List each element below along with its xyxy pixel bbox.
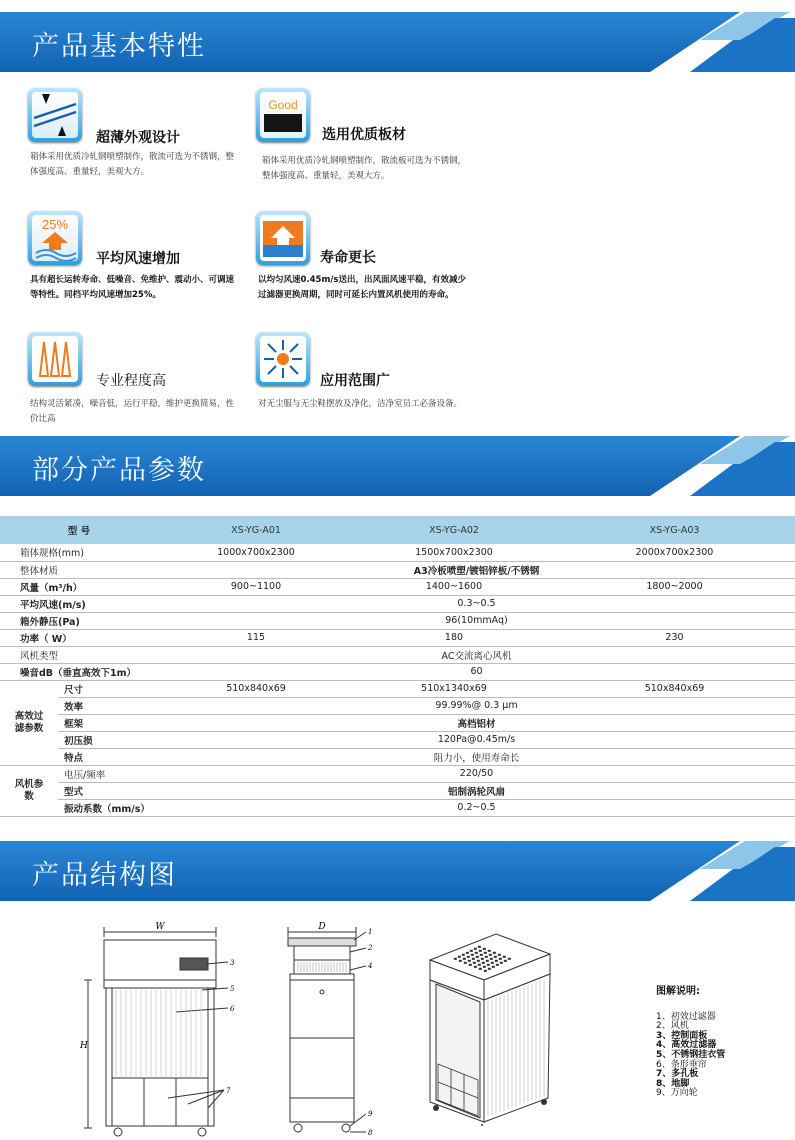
- cell: 99.99%@ 0.3 μm: [158, 697, 795, 714]
- table-row: [0, 748, 795, 765]
- table-row: [0, 799, 795, 816]
- callout-1: 1: [368, 928, 373, 936]
- row-label: 尺寸: [58, 680, 158, 697]
- good-label: Good: [268, 98, 298, 112]
- cell: 115: [158, 629, 354, 646]
- table-row: [0, 561, 795, 578]
- table-row: [0, 714, 795, 731]
- fan-grille: [298, 962, 346, 972]
- table-row: [0, 612, 795, 629]
- legend-item: 6、条形垂帘: [656, 1059, 707, 1070]
- feature-description: 结构灵活紧凑，噪音低，运行平稳，维护更换简易，性价比高: [30, 399, 235, 424]
- ultra-thin-icon: [28, 88, 82, 142]
- legend-item: 3、控制面板: [656, 1030, 708, 1041]
- row-label: 框架: [58, 714, 158, 731]
- cell: 510x840x69: [554, 680, 795, 697]
- table-header-row: [0, 516, 795, 544]
- feature-description: 以均匀风速0.45m/s送出，出风面风速平稳，有效减少过滤器更换周期，同时可延长内置风机使用的寿命。: [258, 275, 466, 300]
- feature-description: 对无尘服与无尘鞋摆放及净化，洁净室员工必备设备。: [258, 399, 463, 409]
- row-label: 特点: [58, 748, 158, 765]
- cell: 2000x700x2300: [554, 544, 795, 561]
- section-title: 产品结构图: [32, 860, 177, 891]
- row-label: 风量（m³/h）: [0, 578, 158, 595]
- cell: 510x1340x69: [354, 680, 554, 697]
- section-title: 产品基本特性: [32, 31, 206, 62]
- section-banner-params: [0, 436, 795, 496]
- callout-8: 8: [368, 1129, 373, 1137]
- table-row: [0, 629, 795, 646]
- callout-6: 6: [230, 1005, 235, 1013]
- wind-speed-increase-icon: [28, 211, 82, 265]
- section-title: 部分产品参数: [32, 455, 206, 486]
- section-banner-structure: [0, 841, 795, 901]
- fan-group-label: 风机参数: [0, 765, 58, 816]
- legend-item: 5、不锈钢挂衣管: [656, 1049, 726, 1060]
- cell: 0.3~0.5: [158, 595, 795, 612]
- hepa-group-label: 高效过滤参数: [0, 680, 58, 765]
- row-label: 功率（ W）: [0, 629, 158, 646]
- cell: 510x840x69: [158, 680, 354, 697]
- percent-label: 25%: [41, 217, 69, 232]
- model-a02: XS-YG-A02: [354, 516, 554, 544]
- row-label: 初压损: [58, 731, 158, 748]
- table-row: [0, 697, 795, 714]
- legend-item: 8、地脚: [656, 1078, 690, 1089]
- model-a03: XS-YG-A03: [554, 516, 795, 544]
- feature-title: 专业程度高: [96, 373, 166, 389]
- model-a01: XS-YG-A01: [158, 516, 354, 544]
- feature-description: 具有超长运转寿命、低噪音、免维护、震动小、可调速等特性。同档平均风速增加25%。: [30, 275, 235, 300]
- height-label: H: [80, 1041, 88, 1051]
- cell: 铝制涡轮风扇: [158, 782, 795, 799]
- cell: 220/50: [158, 765, 795, 782]
- feature-title: 应用范围广: [320, 373, 390, 389]
- good-board-icon: [256, 88, 310, 142]
- legend-item: 9、万向轮: [656, 1088, 698, 1099]
- row-label: 振动系数（mm/s）: [58, 799, 158, 816]
- callout-2: 2: [368, 944, 373, 952]
- legend-item: 7、多孔板: [656, 1069, 699, 1080]
- cell: 900~1100: [158, 578, 354, 595]
- cell: 0.2~0.5: [158, 799, 795, 816]
- wide-application-icon: [256, 332, 310, 386]
- professional-icon: [28, 332, 82, 386]
- legend-title: 图解说明:: [656, 986, 700, 997]
- cell: AC交流离心风机: [158, 646, 795, 663]
- row-label: 整体材质: [0, 561, 158, 578]
- table-row: [0, 663, 795, 680]
- feature-title: 选用优质板材: [322, 127, 406, 143]
- cell: 阻力小，使用寿命长: [158, 748, 795, 765]
- cell: 230: [554, 629, 795, 646]
- cell: A3冷板喷塑/镀铝锌板/不锈钢: [158, 561, 795, 578]
- feature-description: 箱体采用优质冷轧钢喷塑制作，散流可选为不锈钢，整体强度高、重量轻，美观大方。: [30, 152, 235, 177]
- width-label: W: [155, 922, 165, 932]
- legend-item: 2、风机: [656, 1021, 689, 1032]
- table-row: [0, 544, 795, 561]
- row-label: 效率: [58, 697, 158, 714]
- table-row: [0, 680, 795, 697]
- feature-title: 超薄外观设计: [96, 130, 180, 146]
- cell: 96(10mmAq): [158, 612, 795, 629]
- row-label: 电压/频率: [58, 765, 158, 782]
- row-label: 平均风速(m/s): [0, 595, 158, 612]
- side-view-drawing: [280, 918, 380, 1140]
- curtain-strips: [116, 990, 201, 1078]
- row-label: 型式: [58, 782, 158, 799]
- cell: 120Pa@0.45m/s: [158, 731, 795, 748]
- row-label: 风机类型: [0, 646, 158, 663]
- feature-title: 寿命更长: [320, 250, 376, 266]
- cell: 1000x700x2300: [158, 544, 354, 561]
- table-row: [0, 595, 795, 612]
- callout-4: 4: [368, 962, 373, 970]
- longer-life-icon: [256, 211, 310, 265]
- table-row: [0, 578, 795, 595]
- table-row: [0, 646, 795, 663]
- cell: 1500x700x2300: [354, 544, 554, 561]
- feature-title: 平均风速增加: [96, 251, 180, 267]
- legend-item: 4、高效过滤器: [656, 1040, 717, 1051]
- table-row: [0, 765, 795, 782]
- cell: 1400~1600: [354, 578, 554, 595]
- cell: 高档铝材: [158, 714, 795, 731]
- legend-item: 1、初效过滤器: [656, 1011, 716, 1022]
- feature-description: 箱体采用优质冷轧钢喷塑制作，散流板可选为不锈钢，整体强度高、重量轻，美观大方。: [262, 156, 467, 181]
- cell: 60: [158, 663, 795, 680]
- table-row: [0, 731, 795, 748]
- cell: 180: [354, 629, 554, 646]
- model-header: 型 号: [0, 516, 158, 544]
- diagram-legend: [656, 987, 725, 1099]
- depth-label: D: [318, 922, 326, 932]
- row-label: 箱体规格(mm): [0, 544, 158, 561]
- row-label: 噪音dB（垂直高效下1m）: [0, 663, 158, 680]
- cell: 1800~2000: [554, 578, 795, 595]
- callout-3: 3: [230, 959, 235, 967]
- front-view-drawing: [76, 918, 246, 1140]
- callout-7: 7: [226, 1087, 231, 1095]
- table-row: [0, 782, 795, 799]
- spec-table: [0, 516, 795, 817]
- row-label: 箱外静压(Pa): [0, 612, 158, 629]
- section-banner-features: [0, 12, 795, 72]
- callout-5: 5: [230, 985, 235, 993]
- isometric-view-drawing: [420, 922, 560, 1126]
- callout-9: 9: [368, 1110, 373, 1118]
